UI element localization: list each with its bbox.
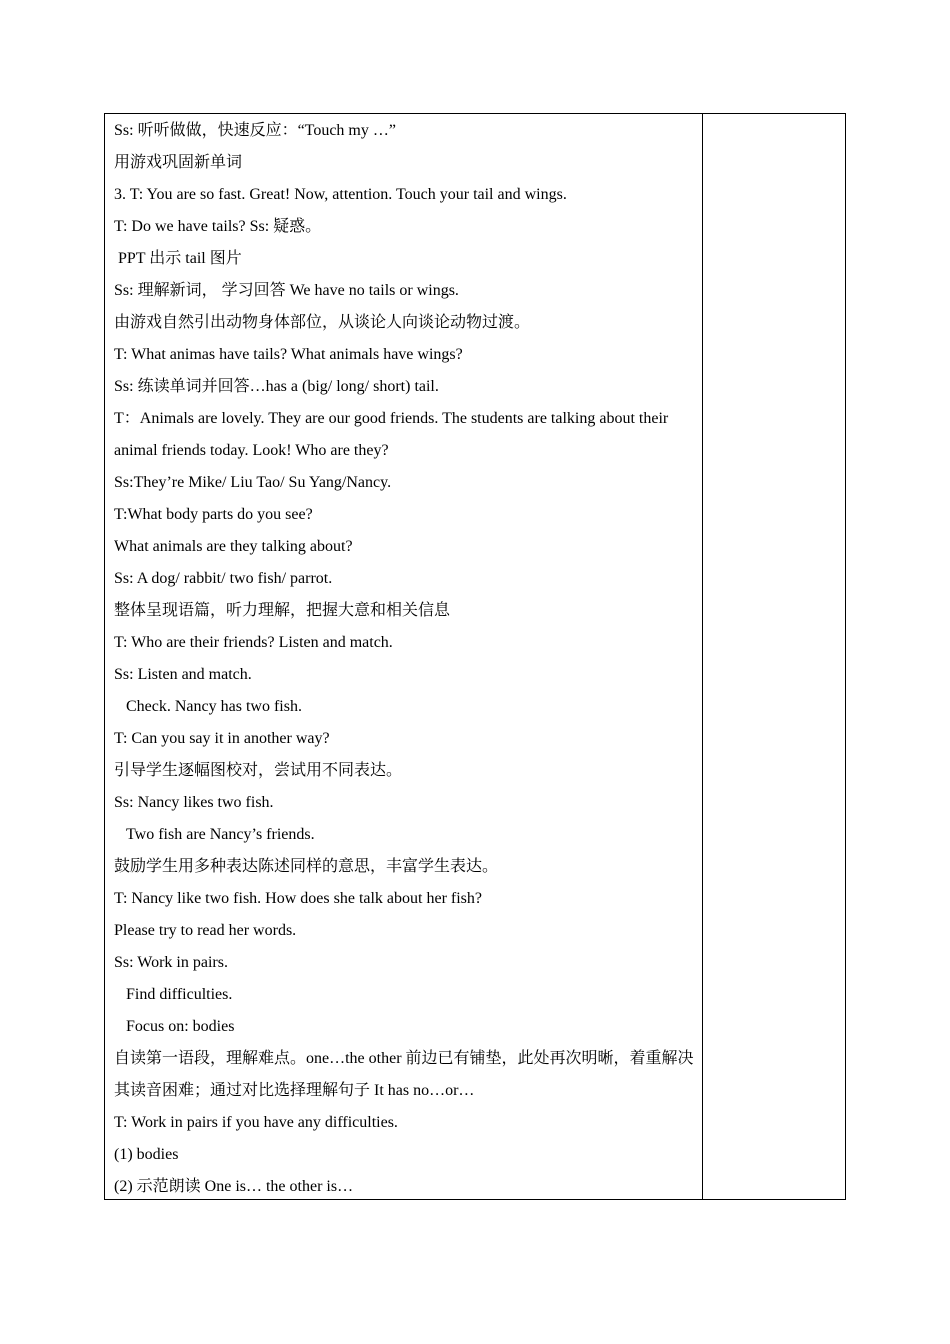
text-line: Check. Nancy has two fish.	[126, 698, 302, 715]
text-line: T: What animas have tails? What animals have wings?	[114, 346, 463, 363]
text-line: Ss: 理解新词， 学习回答 We have no tails or wings.	[114, 282, 459, 299]
text-line: T: Who are their friends? Listen and match.	[114, 634, 393, 651]
text-line: 引导学生逐幅图校对，尝试用不同表达。	[114, 762, 403, 779]
text-line: 自读第一语段，理解难点。one…the other 前边已有铺垫，此处再次明晰，着重解决	[114, 1050, 694, 1067]
teaching-process-cell	[105, 114, 703, 1199]
text-line: Ss: 听听做做，快速反应：“Touch my …”	[114, 122, 396, 139]
text-line: 整体呈现语篇，听力理解，把握大意和相关信息	[114, 602, 451, 619]
text-line: T：Animals are lovely. They are our good friends. The students are talking about their	[114, 410, 669, 427]
text-line: 鼓励学生用多种表达陈述同样的意思，丰富学生表达。	[114, 858, 499, 875]
text-line: 3. T: You are so fast. Great! Now, attention. Touch your tail and wings.	[114, 186, 567, 203]
text-line: (2) 示范朗读 One is… the other is…	[114, 1178, 354, 1195]
text-line: Focus on: bodies	[126, 1018, 235, 1035]
text-line: Ss: 练读单词并回答…has a (big/ long/ short) tail.	[114, 378, 439, 395]
text-line: Please try to read her words.	[114, 922, 297, 939]
text-line: Find difficulties.	[126, 986, 233, 1003]
lesson-plan-table	[104, 113, 846, 1200]
text-line: 由游戏自然引出动物身体部位，从谈论人向谈论动物过渡。	[114, 314, 531, 331]
text-line: 用游戏巩固新单词	[114, 154, 243, 171]
text-line: Ss: Work in pairs.	[114, 954, 228, 971]
text-line: 其读音困难；通过对比选择理解句子 It has no…or…	[114, 1082, 475, 1099]
text-line: T: Work in pairs if you have any difficulties.	[114, 1114, 398, 1131]
text-line: Ss:They’re Mike/ Liu Tao/ Su Yang/Nancy.	[114, 474, 392, 491]
text-line: Two fish are Nancy’s friends.	[126, 826, 315, 843]
text-line: PPT 出示 tail 图片	[118, 250, 242, 267]
text-line: Ss: Listen and match.	[114, 666, 252, 683]
text-line: T: Nancy like two fish. How does she talk about her fish?	[114, 890, 483, 907]
text-line: Ss: Nancy likes two fish.	[114, 794, 274, 811]
notes-cell	[703, 114, 845, 1199]
text-line: animal friends today. Look! Who are they?	[114, 442, 389, 459]
text-line: T: Do we have tails? Ss: 疑惑。	[114, 218, 322, 235]
text-line: What animals are they talking about?	[114, 538, 353, 555]
text-line: (1) bodies	[114, 1146, 179, 1163]
text-line: Ss: A dog/ rabbit/ two fish/ parrot.	[114, 570, 333, 587]
text-line: T: Can you say it in another way?	[114, 730, 330, 747]
text-line: T:What body parts do you see?	[114, 506, 313, 523]
